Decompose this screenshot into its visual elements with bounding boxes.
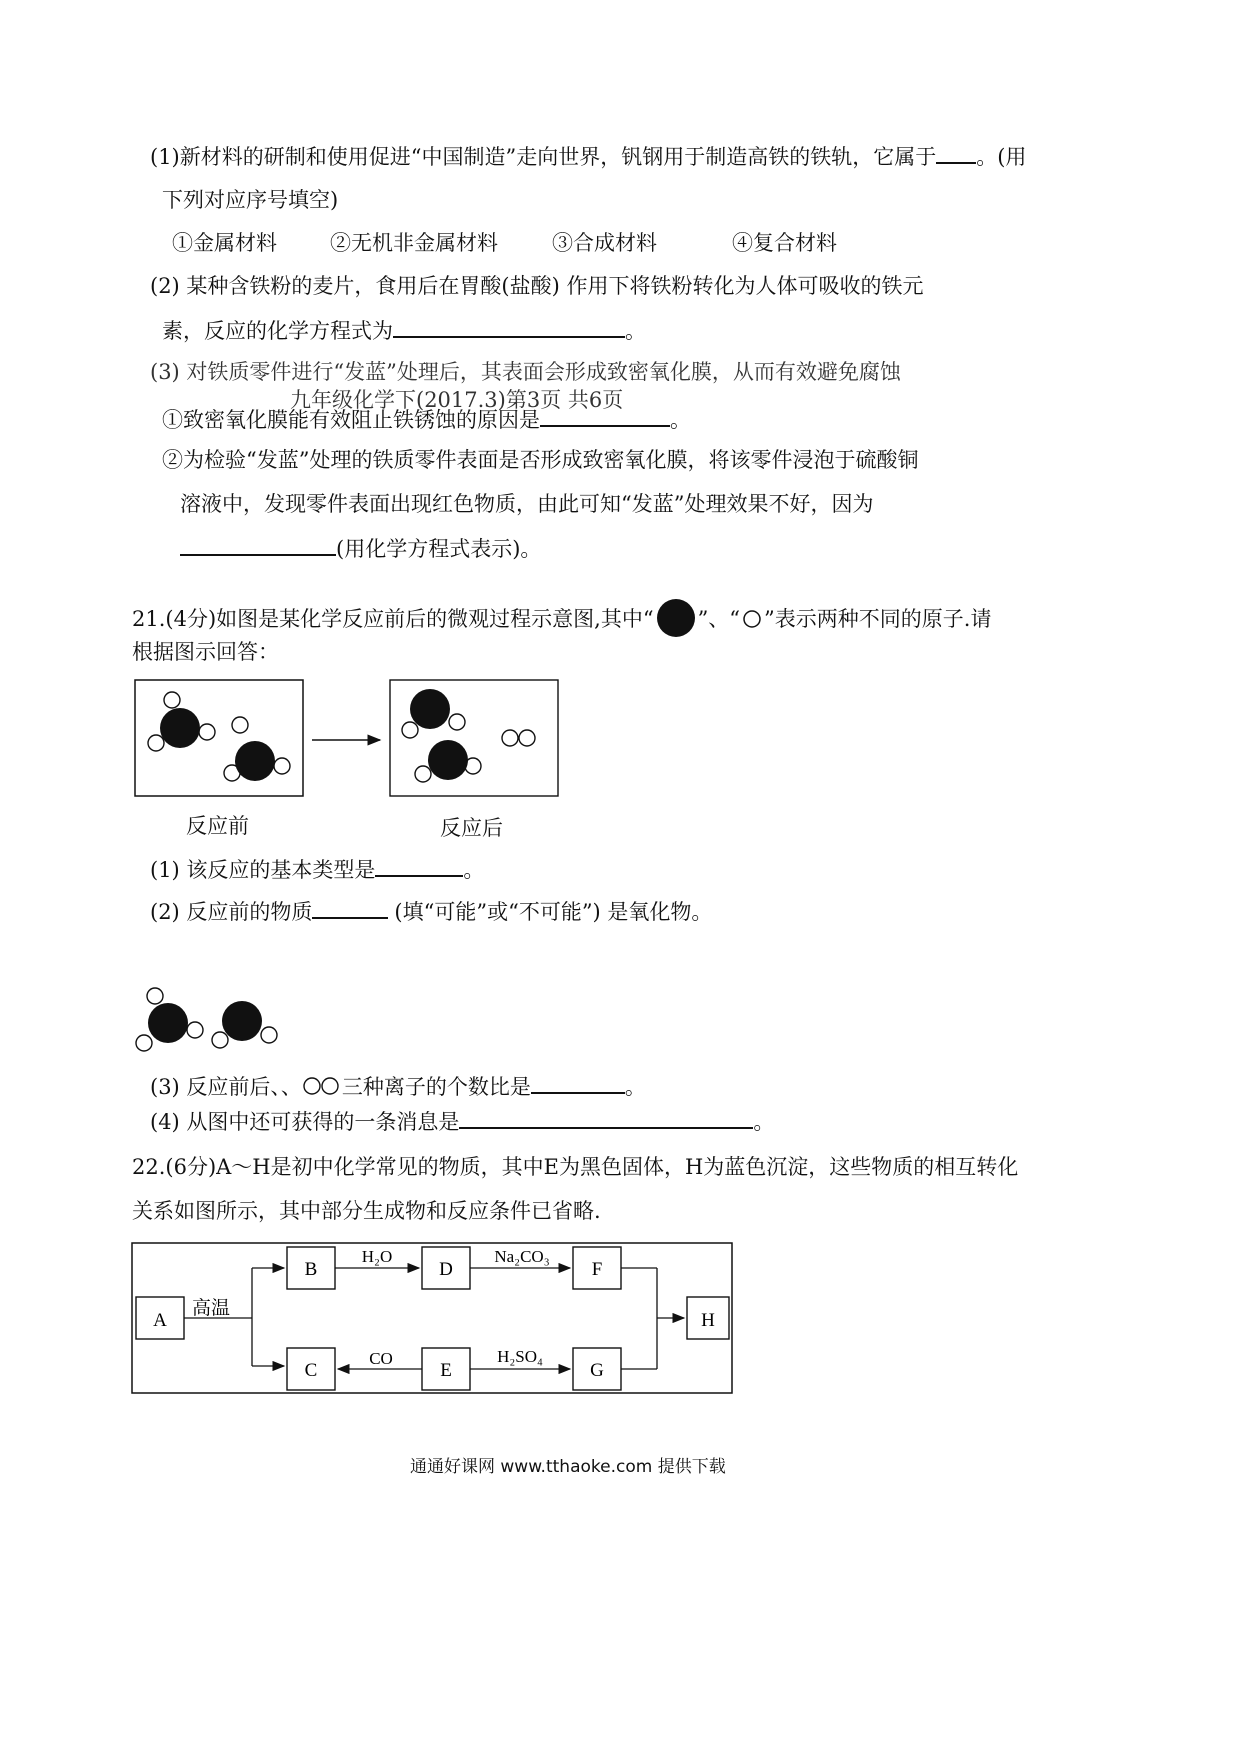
q22-line1: 22.(6分)A～H是初中化学常见的物质，其中E为黑色固体，H为蓝色沉淀，这些物质的相互转化: [132, 1155, 1019, 1179]
q20-part1-end: 。(用: [976, 145, 1027, 169]
q20-part2-text: 素，反应的化学方程式为: [162, 319, 393, 343]
before-box: [135, 680, 303, 796]
q21-s2-end: (填“可能”或“不可能”) 是氧化物。: [394, 900, 713, 924]
svg-text:E: E: [440, 1360, 452, 1381]
condition-h2so4: H₂SO₄: [497, 1347, 543, 1366]
q20-part2-end: 。: [625, 319, 646, 343]
q20-sub2-line1: ②为检验“发蓝”处理的铁质零件表面是否形成致密氧化膜，将该零件浸泡于硫酸铜: [162, 448, 919, 472]
q22-line2: 关系如图所示，其中部分生成物和反应条件已省略.: [132, 1199, 601, 1223]
option-4: ④复合材料: [732, 231, 837, 255]
svg-text:C: C: [304, 1360, 318, 1381]
option-3: ③合成材料: [552, 231, 657, 255]
svg-text:D: D: [439, 1259, 453, 1280]
option-2: ②无机非金属材料: [330, 231, 498, 255]
q20-part2-line2: [162, 316, 646, 345]
label-before: 反应前: [186, 814, 249, 838]
label-after: 反应后: [440, 816, 503, 840]
svg-text:A: A: [153, 1310, 167, 1331]
after-box: [390, 680, 558, 796]
conversion-flow-diagram: [130, 1240, 736, 1398]
page-footer: 通通好课网 www.tthaoke.com 提供下载: [410, 1457, 726, 1477]
q20-part3-partial: (3) 对铁质零件进行“发蓝”处理后，其表面会形成致密氧化膜，从而有效避免腐蚀: [150, 360, 901, 384]
answer-blank[interactable]: [375, 855, 463, 877]
condition-h2o: H₂O: [361, 1247, 393, 1266]
answer-blank[interactable]: [936, 142, 976, 164]
node-d: [422, 1247, 470, 1289]
answer-blank[interactable]: [540, 405, 670, 427]
q20-sub1: [162, 405, 691, 431]
q21-intro-b: ”、“: [697, 607, 741, 631]
q21-intro-c: ”表示两种不同的原子.请: [764, 607, 992, 631]
condition-co: CO: [369, 1349, 393, 1368]
q21-s3-end: 。: [624, 1075, 646, 1099]
option-1: ①金属材料: [172, 231, 277, 255]
molecule-pair-image: [130, 986, 290, 1056]
diatomic-molecule-icon: [302, 1076, 342, 1096]
q20-part1-line1: [150, 142, 1026, 171]
condition-na2co3: Na₂CO₃: [494, 1247, 550, 1266]
answer-blank[interactable]: [393, 316, 625, 338]
q20-sub2-line2: 溶液中，发现零件表面出现红色物质，由此可知“发蓝”处理效果不好，因为: [180, 492, 874, 516]
q21-s3-text-b: 三种离子的个数比是: [341, 1075, 531, 1099]
node-h: [687, 1297, 729, 1339]
q20-sub1-text: ①致密氧化膜能有效阻止铁锈蚀的原因是: [162, 408, 540, 432]
page-header-partial: 九年级化学下(2017.3)第3页 共6页: [290, 388, 624, 412]
q20-part2-line1: (2) 某种含铁粉的麦片，食用后在胃酸(盐酸) 作用下将铁粉转化为人体可吸收的铁元: [150, 274, 924, 298]
node-c: [287, 1348, 335, 1390]
q21-s2-text: (2) 反应前的物质: [150, 900, 313, 924]
q21-s1: [150, 855, 484, 884]
answer-blank[interactable]: [312, 897, 388, 919]
cut-off-line-part3: [140, 356, 1040, 384]
answer-blank[interactable]: [531, 1072, 625, 1094]
node-b: [287, 1247, 335, 1289]
q21-s1-text: (1) 该反应的基本类型是: [150, 858, 376, 882]
condition-gaowen: 高温: [192, 1297, 231, 1319]
answer-blank[interactable]: [459, 1107, 753, 1129]
black-atom-icon: [656, 598, 696, 638]
q21-s1-end: 。: [463, 858, 485, 882]
q21-s3-text-a: (3) 反应前后、、: [150, 1075, 302, 1099]
svg-text:H: H: [701, 1310, 715, 1331]
q21-s4-end: 。: [753, 1110, 775, 1134]
node-e: [422, 1348, 470, 1390]
q21-s2: [150, 897, 712, 926]
svg-text:F: F: [591, 1259, 603, 1280]
reaction-diagram: [130, 676, 570, 806]
node-a: [136, 1297, 184, 1339]
svg-text:B: B: [304, 1259, 318, 1280]
q21-intro-line2: 根据图示回答：: [132, 640, 279, 664]
answer-blank[interactable]: [180, 534, 336, 556]
q21-s3: [150, 1072, 646, 1101]
q21-s4-text: (4) 从图中还可获得的一条消息是: [150, 1110, 460, 1134]
q20-part1-text: (1)新材料的研制和使用促进“中国制造”走向世界，钒钢用于制造高铁的铁轨，它属于: [150, 145, 937, 169]
svg-text:G: G: [590, 1360, 604, 1381]
q20-sub2-line3: [180, 534, 541, 563]
node-g: [573, 1348, 621, 1390]
white-atom-icon: [742, 609, 762, 629]
q21-intro-line1: [132, 598, 991, 638]
q21-intro-a: 21.(4分)如图是某化学反应前后的微观过程示意图,其中“: [132, 607, 654, 631]
q20-part1-line2: 下列对应序号填空): [162, 188, 339, 212]
node-f: [573, 1247, 621, 1289]
q20-sub1-end: 。: [670, 408, 691, 432]
q21-s4: [150, 1107, 774, 1136]
q20-sub2-end: (用化学方程式表示)。: [336, 537, 542, 561]
